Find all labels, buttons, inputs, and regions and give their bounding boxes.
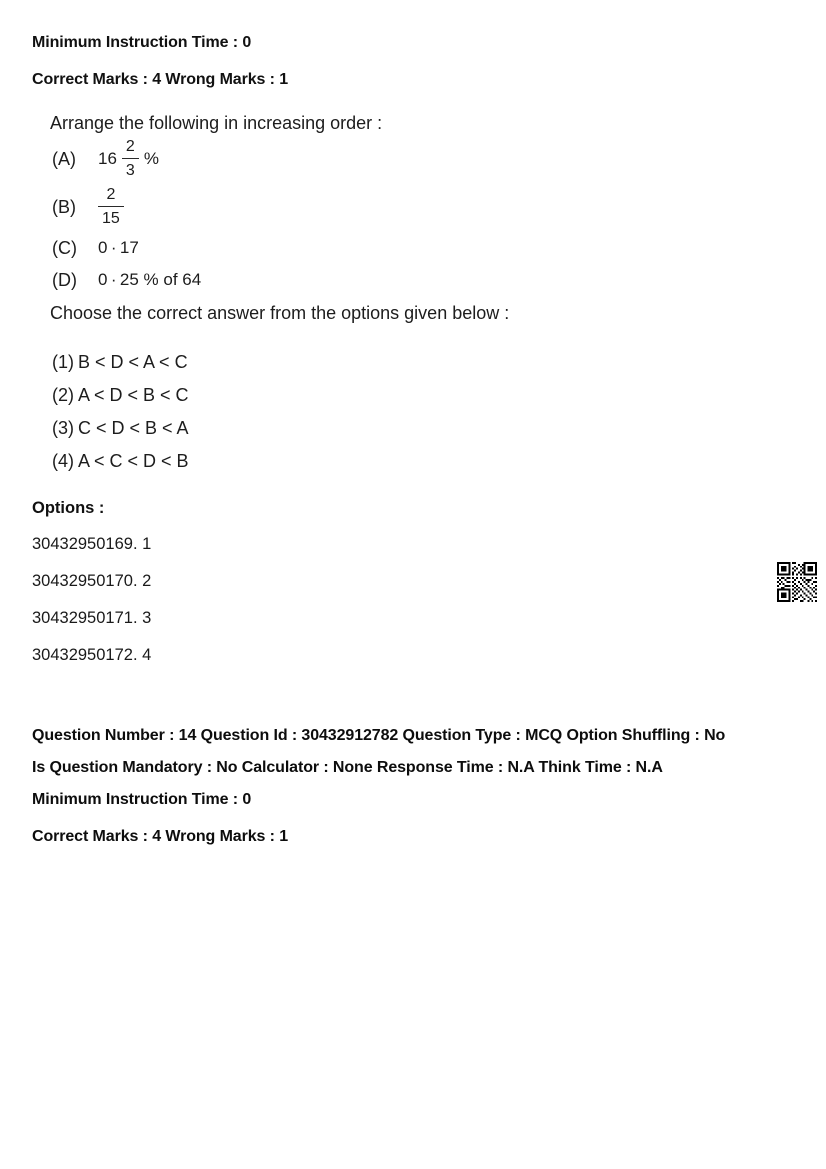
option-id-row: 30432950172. 4 [32, 646, 152, 664]
item-d-value: 0 · 25 % of 64 [98, 270, 202, 289]
question-prompt: Arrange the following in increasing order : [50, 113, 383, 133]
choice-number: (1) [52, 352, 74, 372]
fraction [98, 186, 124, 228]
item-d-label: (D) [52, 270, 77, 290]
choose-answer-line: Choose the correct answer from the options given below : [50, 303, 510, 323]
choice-text: C < D < B < A [78, 418, 189, 438]
choice-text: A < C < D < B [78, 451, 189, 471]
answer-choice-1 [52, 351, 826, 373]
choice-text: B < D < A < C [78, 352, 188, 372]
question-meta-line-4: Correct Marks : 4 Wrong Marks : 1 [32, 828, 289, 845]
fraction-denominator: 15 [102, 210, 120, 227]
question-item-a [52, 138, 826, 180]
question-item-c [52, 237, 826, 259]
fraction-numerator: 2 [122, 138, 139, 159]
mixed-number-whole: 16 [98, 149, 117, 168]
options-heading: Options : [32, 499, 105, 517]
item-c-label: (C) [52, 238, 77, 258]
answer-choice-3 [52, 417, 826, 439]
fraction [122, 138, 139, 180]
option-id-row: 30432950169. 1 [32, 535, 152, 553]
question-meta-line-2: Is Question Mandatory : No Calculator : None Response Time : N.A Think Time : N.A [32, 759, 663, 776]
marks-line: Correct Marks : 4 Wrong Marks : 1 [32, 71, 289, 88]
question-item-d [52, 269, 826, 291]
choice-number: (2) [52, 385, 74, 405]
option-id-row: 30432950170. 2 [32, 572, 152, 590]
question-item-b [52, 186, 826, 228]
question-meta-line-3: Minimum Instruction Time : 0 [32, 791, 252, 808]
option-id-row: 30432950171. 3 [32, 609, 152, 627]
choice-number: (3) [52, 418, 74, 438]
percent-sign: % [143, 149, 159, 168]
min-instruction-time-line: Minimum Instruction Time : 0 [32, 34, 252, 51]
question-meta-line-1: Question Number : 14 Question Id : 30432912782 Question Type : MCQ Option Shuffling : No [32, 727, 726, 744]
fraction-denominator: 3 [125, 162, 135, 179]
item-c-value: 0 · 17 [98, 238, 139, 257]
item-b-label: (B) [52, 197, 76, 217]
qr-code-icon [777, 562, 817, 602]
fraction-numerator: 2 [98, 186, 124, 207]
item-a-label: (A) [52, 149, 76, 169]
item-b-value [98, 186, 129, 228]
answer-choice-2 [52, 384, 826, 406]
item-a-value [98, 138, 159, 180]
choice-text: A < D < B < C [78, 385, 189, 405]
choice-number: (4) [52, 451, 74, 471]
answer-choice-4 [52, 450, 826, 472]
